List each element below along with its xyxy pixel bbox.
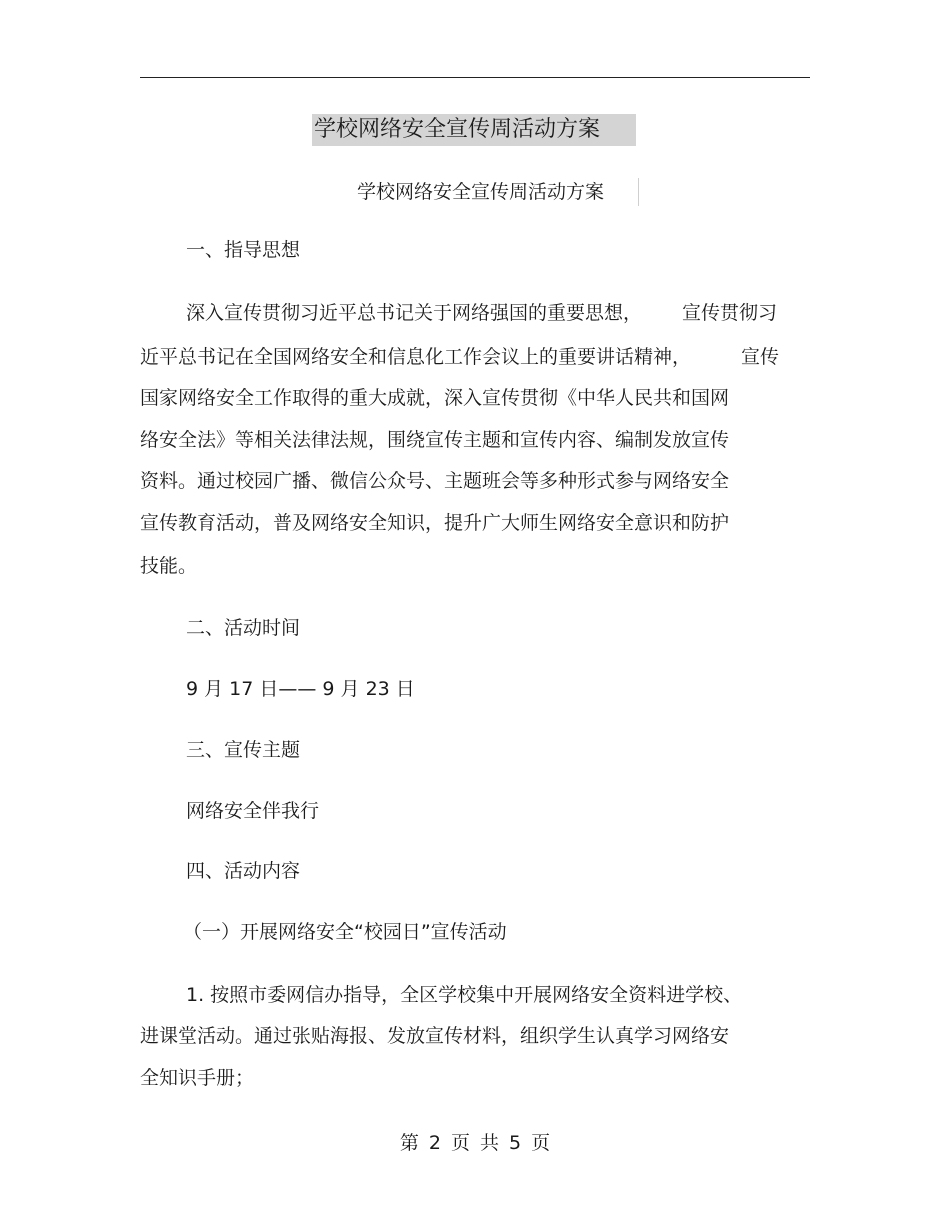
paragraph-line: 资料。通过校园广播、微信公众号、主题班会等多种形式参与网络安全 <box>140 470 730 492</box>
activity-dates: 9 月 17 日—— 9 月 23 日 <box>186 678 415 700</box>
paragraph-line: 技能。 <box>140 555 198 577</box>
paragraph-line: 宣传教育活动，普及网络安全知识，提升广大师生网络安全意识和防护 <box>140 512 730 534</box>
paragraph-text: 深入宣传贯彻习近平总书记关于网络强国的重要思想， <box>186 302 643 324</box>
paragraph-text: 宣传 <box>741 346 780 368</box>
list-item-line: 进课堂活动。通过张贴海报、发放宣传材料，组织学生认真学习网络安 <box>140 1025 730 1047</box>
subsection-heading: （一）开展网络安全“校园日”宣传活动 <box>183 921 507 943</box>
paragraph-line <box>140 343 779 371</box>
paragraph-line: 络安全法》等相关法律法规，围绕宣传主题和宣传内容、编制发放宣传 <box>140 429 730 451</box>
header-rule <box>140 77 810 78</box>
list-item-line: 全知识手册； <box>140 1067 255 1089</box>
section-2-heading: 二、活动时间 <box>186 617 301 639</box>
campaign-theme: 网络安全伴我行 <box>186 800 320 822</box>
paragraph-text: 宣传贯彻习 <box>682 302 778 324</box>
section-4-heading: 四、活动内容 <box>186 860 301 882</box>
section-3-heading: 三、宣传主题 <box>186 739 301 761</box>
paragraph-line: 国家网络安全工作取得的重大成就，深入宣传贯彻《中华人民共和国网 <box>140 387 730 409</box>
document-subtitle: 学校网络安全宣传周活动方案 <box>357 178 639 206</box>
page-number-footer: 第 2 页 共 5 页 <box>399 1132 551 1154</box>
paragraph-line <box>186 299 777 327</box>
list-item-line: 1. 按照市委网信办指导，全区学校集中开展网络安全资料进学校、 <box>186 984 743 1006</box>
paragraph-text: 近平总书记在全国网络安全和信息化工作会议上的重要讲话精神， <box>140 346 692 368</box>
section-1-heading: 一、指导思想 <box>186 239 301 261</box>
document-title: 学校网络安全宣传周活动方案 <box>312 114 636 146</box>
